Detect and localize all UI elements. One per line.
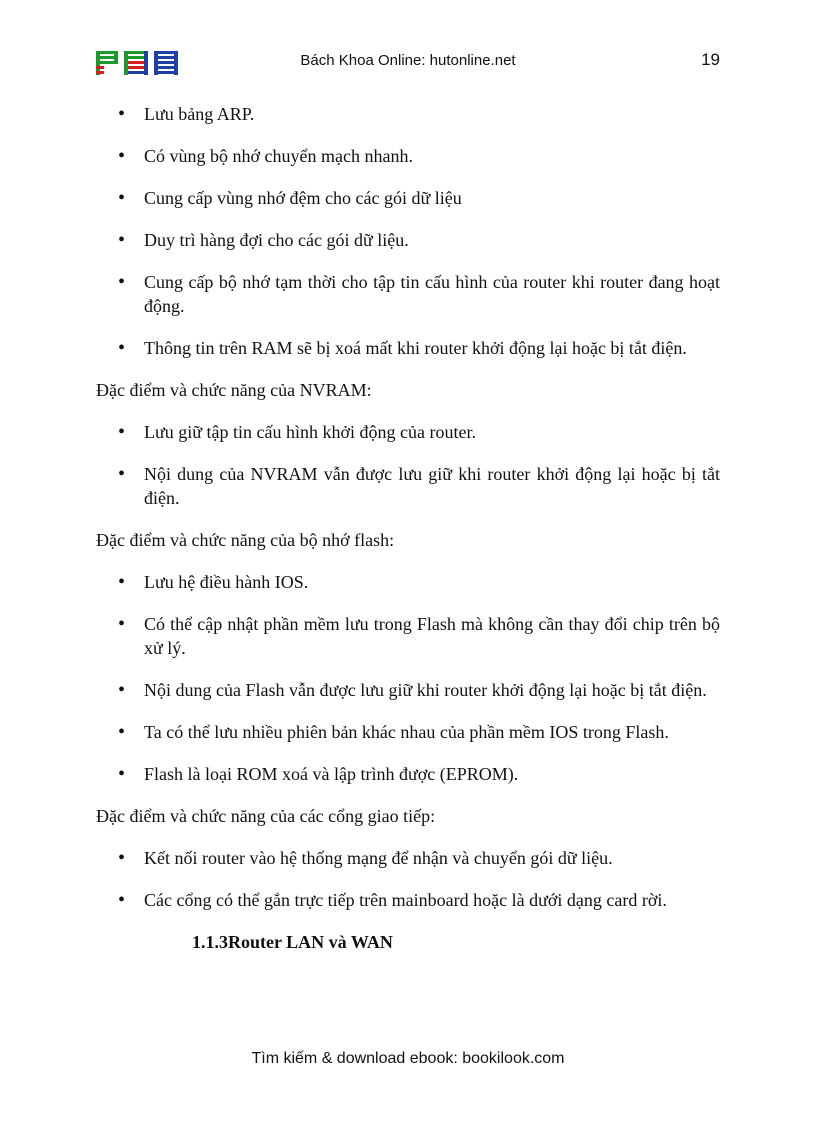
- list-item: • Flash là loại ROM xoá và lập trình được (EPROM).: [96, 762, 720, 786]
- section-subheading: 1.1.3Router LAN và WAN: [192, 932, 393, 952]
- list-item: • Lưu hệ điều hành IOS.: [96, 570, 720, 594]
- ports-feature-list: [96, 846, 720, 912]
- list-item: • Duy trì hàng đợi cho các gói dữ liệu.: [96, 228, 720, 252]
- list-item: • Kết nối router vào hệ thống mạng để nhận và chuyển gói dữ liệu.: [96, 846, 720, 870]
- page-footer: Tìm kiếm & download ebook: bookilook.com: [251, 1050, 565, 1067]
- list-item: • Nội dung của Flash vẫn được lưu giữ khi router khởi động lại hoặc bị tắt điện.: [96, 678, 720, 702]
- ram-feature-list: [96, 102, 720, 360]
- list-item: • Có thể cập nhật phần mềm lưu trong Flash mà không cần thay đổi chip trên bộ xử lý.: [96, 612, 720, 660]
- list-item: • Nội dung của NVRAM vẫn được lưu giữ khi router khởi động lại hoặc bị tắt điện.: [96, 462, 720, 510]
- flash-feature-list: [96, 570, 720, 786]
- list-item: • Lưu bảng ARP.: [96, 102, 720, 126]
- list-item: • Cung cấp vùng nhớ đệm cho các gói dữ liệu: [96, 186, 720, 210]
- header-title: Bách Khoa Online: hutonline.net: [300, 52, 516, 69]
- list-item: • Ta có thể lưu nhiều phiên bản khác nhau của phần mềm IOS trong Flash.: [96, 720, 720, 744]
- page-header: [96, 48, 720, 78]
- list-item: • Cung cấp bộ nhớ tạm thời cho tập tin cấu hình của router khi router đang hoạt động.: [96, 270, 720, 318]
- ports-heading: Đặc điểm và chức năng của các cổng giao tiếp:: [96, 806, 436, 826]
- nvram-feature-list: [96, 420, 720, 510]
- flash-heading: Đặc điểm và chức năng của bộ nhớ flash:: [96, 530, 395, 550]
- nvram-heading: Đặc điểm và chức năng của NVRAM:: [96, 380, 372, 400]
- page-content: [96, 102, 720, 954]
- list-item: • Có vùng bộ nhớ chuyển mạch nhanh.: [96, 144, 720, 168]
- list-item: • Lưu giữ tập tin cấu hình khởi động của router.: [96, 420, 720, 444]
- list-item: • Các cổng có thể gắn trực tiếp trên mainboard hoặc là dưới dạng card rời.: [96, 888, 720, 912]
- page-number: 19: [701, 50, 720, 69]
- list-item: • Thông tin trên RAM sẽ bị xoá mất khi router khởi động lại hoặc bị tắt điện.: [96, 336, 720, 360]
